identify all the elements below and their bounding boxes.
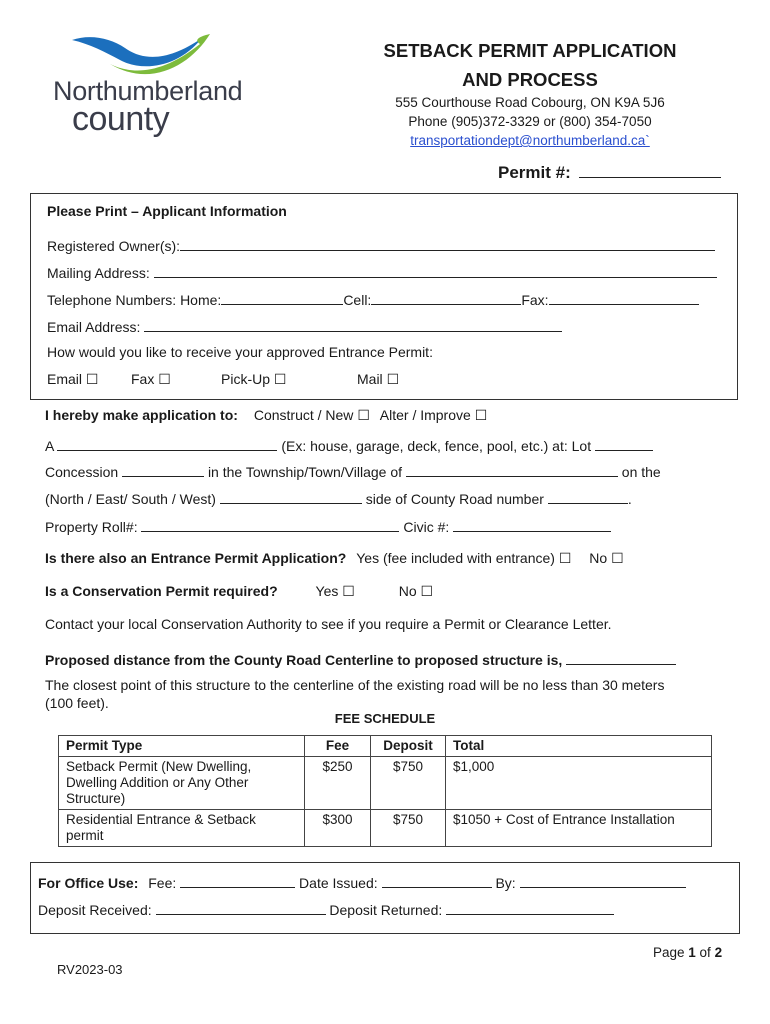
page-prefix: Page	[653, 945, 689, 960]
township-label: in the Township/Town/Village of	[207, 464, 402, 480]
date-issued-field[interactable]	[382, 873, 492, 888]
conservation-no-label: No	[398, 583, 417, 599]
page-total: 2	[714, 945, 723, 960]
application-heading: I hereby make application to:	[45, 407, 238, 423]
direction-label: (North / East/ South / West)	[45, 491, 216, 507]
structure-example-text: (Ex: house, garage, deck, fence, pool, etc.) at: Lot	[281, 438, 592, 454]
checkbox-icon[interactable]: ☐	[158, 371, 171, 387]
period: .	[627, 491, 632, 507]
office-row-1	[38, 873, 686, 891]
application-row	[45, 407, 487, 424]
office-row-2	[38, 900, 614, 918]
checkbox-icon[interactable]: ☐	[474, 407, 488, 423]
civic-label: Civic #:	[403, 519, 450, 535]
on-the-label: on the	[621, 464, 661, 480]
construct-label: Construct / New	[253, 407, 354, 423]
fee-schedule-table	[58, 735, 712, 847]
email-link[interactable]: transportationdept@northumberland.ca`	[410, 133, 650, 148]
permit-number-label: Permit #:	[498, 163, 571, 182]
table-header-row	[59, 736, 712, 757]
receive-option-label: Mail	[357, 371, 383, 387]
version-label: RV2023-03	[57, 962, 123, 977]
checkbox-icon[interactable]: ☐	[85, 371, 99, 387]
checkbox-icon[interactable]: ☐	[357, 407, 370, 423]
conservation-contact-note: Contact your local Conservation Authority to see if you require a Permit or Clearance Letter.	[45, 616, 612, 632]
receive-option-label: Pick-Up	[221, 371, 271, 387]
header-deposit: Deposit	[371, 736, 446, 757]
email-label: Email Address:	[47, 319, 141, 335]
receive-question: How would you like to receive your approved Entrance Permit:	[47, 344, 433, 360]
roll-field[interactable]	[141, 517, 399, 532]
checkbox-icon[interactable]: ☐	[611, 550, 624, 566]
direction-field[interactable]	[220, 489, 362, 504]
checkbox-icon[interactable]: ☐	[273, 371, 287, 387]
date-issued-label: Date Issued:	[299, 875, 378, 891]
fax-label: Fax:	[521, 292, 549, 308]
distance-note-line-1: The closest point of this structure to the centerline of the existing road will be no less than 30 meters	[45, 677, 665, 693]
applicant-heading: Please Print – Applicant Information	[47, 203, 287, 219]
home-phone-field[interactable]	[221, 290, 343, 305]
mailing-field[interactable]	[154, 263, 717, 278]
fee-schedule-title: FEE SCHEDULE	[334, 711, 436, 726]
receive-option-label: Fax	[131, 371, 155, 387]
contact-block	[360, 93, 700, 150]
entrance-no-label: No	[589, 550, 608, 566]
entrance-question-label: Is there also an Entrance Permit Application?	[45, 550, 347, 566]
cell-field[interactable]	[371, 290, 521, 305]
conservation-question-row	[45, 583, 433, 600]
page-current: 1	[688, 945, 696, 960]
table-row	[59, 757, 712, 810]
distance-note	[45, 676, 664, 712]
email-field[interactable]	[144, 317, 562, 332]
alter-label: Alter / Improve	[379, 407, 471, 423]
fax-field[interactable]	[549, 290, 699, 305]
structure-row	[45, 436, 653, 454]
email-row	[47, 317, 562, 335]
permit-number-line[interactable]	[579, 163, 721, 178]
title-line-1: SETBACK PERMIT APPLICATION	[383, 40, 677, 61]
cell-fee: $300	[305, 810, 371, 847]
checkbox-icon[interactable]: ☐	[342, 583, 355, 599]
header-fee: Fee	[305, 736, 371, 757]
lot-field[interactable]	[595, 436, 653, 451]
owner-field[interactable]	[180, 236, 715, 251]
a-label: A	[45, 438, 54, 454]
receive-option-pickup[interactable]	[221, 371, 286, 388]
concession-row	[45, 462, 661, 480]
distance-heading: Proposed distance from the County Road Centerline to proposed structure is,	[45, 652, 563, 668]
by-field[interactable]	[520, 873, 686, 888]
office-fee-label: Fee:	[148, 875, 177, 891]
header-permit-type: Permit Type	[59, 736, 305, 757]
concession-label: Concession	[45, 464, 119, 480]
table-row	[59, 810, 712, 847]
by-label: By:	[495, 875, 516, 891]
receive-option-mail[interactable]	[357, 371, 399, 388]
roll-row	[45, 517, 611, 535]
conservation-yes-label: Yes	[315, 583, 339, 599]
cell-total: $1,000	[446, 757, 712, 810]
deposit-received-field[interactable]	[156, 900, 326, 915]
page-of: of	[695, 945, 715, 960]
page-title	[360, 36, 700, 94]
home-phone-label: Telephone Numbers: Home:	[47, 292, 222, 308]
distance-field[interactable]	[566, 650, 676, 665]
deposit-received-label: Deposit Received:	[38, 902, 152, 918]
title-line-2: AND PROCESS	[462, 69, 598, 90]
owner-label: Registered Owner(s):	[47, 238, 181, 254]
roll-label: Property Roll#:	[45, 519, 138, 535]
page-number	[653, 945, 722, 960]
office-use-label: For Office Use:	[38, 875, 139, 891]
conservation-question-label: Is a Conservation Permit required?	[45, 583, 278, 599]
logo-text-northumberland: Northumberland	[53, 76, 243, 106]
office-fee-field[interactable]	[180, 873, 295, 888]
address: 555 Courthouse Road Cobourg, ON K9A 5J6	[395, 95, 665, 110]
phone: Phone (905)372-3329 or (800) 354-7050	[408, 114, 652, 129]
receive-option-email[interactable]	[47, 371, 98, 388]
cell-fee: $250	[305, 757, 371, 810]
mailing-label: Mailing Address:	[47, 265, 150, 281]
distance-note-line-2: (100 feet).	[45, 695, 109, 711]
logo-text-county: county	[72, 100, 170, 138]
checkbox-icon[interactable]: ☐	[386, 371, 400, 387]
mailing-row	[47, 263, 717, 281]
checkbox-icon[interactable]: ☐	[558, 550, 572, 566]
owner-row	[47, 236, 715, 254]
receive-option-fax[interactable]	[131, 371, 171, 388]
northumberland-logo	[50, 30, 265, 140]
cell-total: $1050 + Cost of Entrance Installation	[446, 810, 712, 847]
distance-row	[45, 650, 676, 668]
structure-type-field[interactable]	[57, 436, 277, 451]
permit-number-field[interactable]	[498, 163, 721, 183]
township-field[interactable]	[406, 462, 618, 477]
cell-permit-type: Setback Permit (New Dwelling, Dwelling Addition or Any Other Structure)	[59, 757, 305, 810]
telephone-row	[47, 290, 699, 308]
entrance-yes-label: Yes (fee included with entrance)	[356, 550, 555, 566]
checkbox-icon[interactable]: ☐	[420, 583, 434, 599]
county-road-field[interactable]	[548, 489, 628, 504]
entrance-question-row	[45, 550, 624, 567]
cell-deposit: $750	[371, 810, 446, 847]
cell-permit-type: Residential Entrance & Setback permit	[59, 810, 305, 847]
cell-deposit: $750	[371, 757, 446, 810]
direction-row	[45, 489, 632, 507]
header-total: Total	[446, 736, 712, 757]
receive-option-label: Email	[47, 371, 83, 387]
side-label: side of County Road number	[365, 491, 544, 507]
deposit-returned-field[interactable]	[446, 900, 614, 915]
deposit-returned-label: Deposit Returned:	[329, 902, 443, 918]
cell-label: Cell:	[343, 292, 372, 308]
concession-field[interactable]	[122, 462, 204, 477]
civic-field[interactable]	[453, 517, 611, 532]
